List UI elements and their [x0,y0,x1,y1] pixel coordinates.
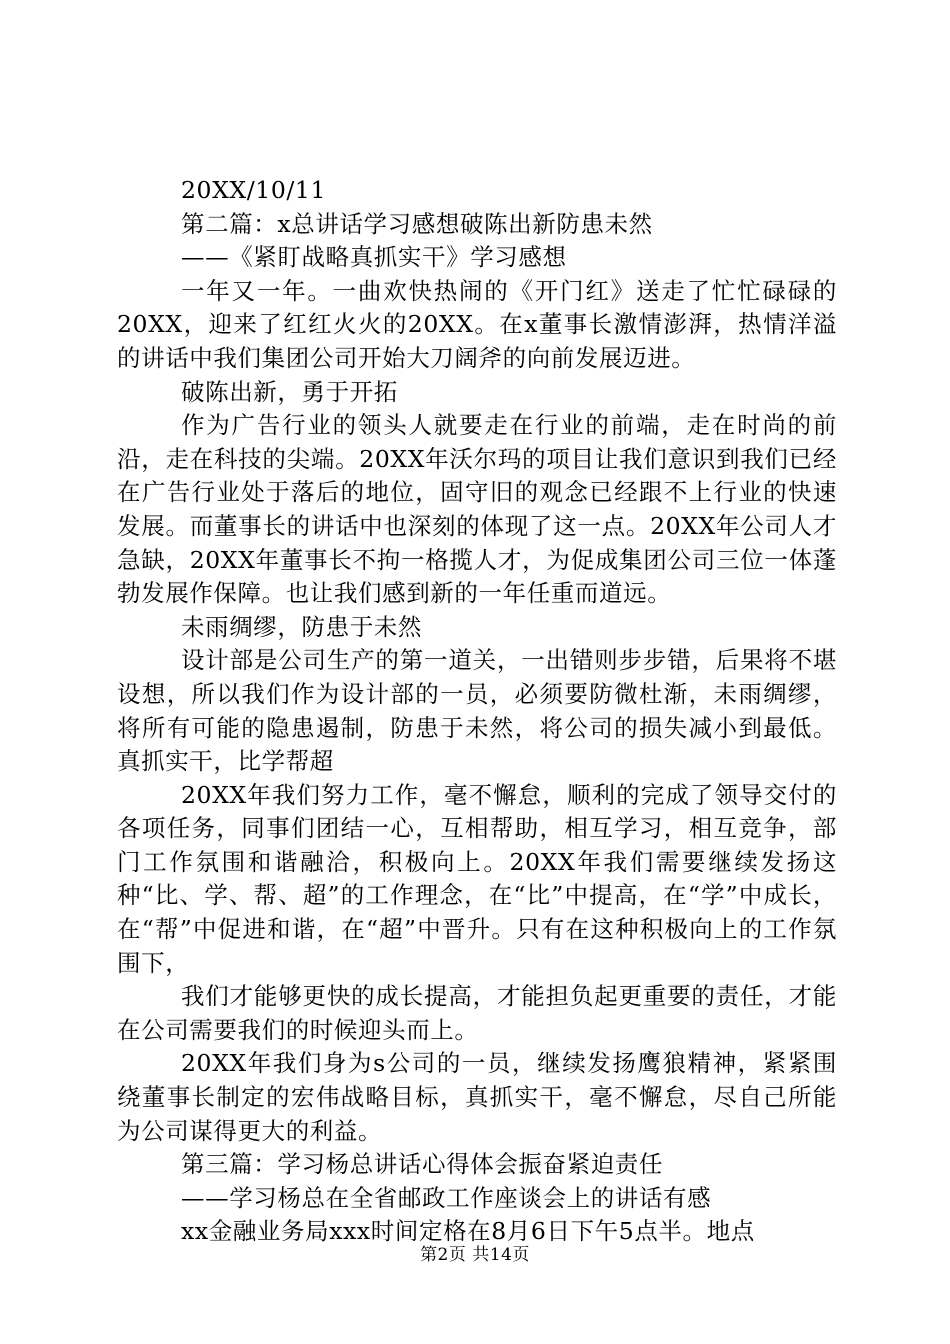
date-line: 20XX/10/11 [181,176,327,204]
body-paragraph: 20XX年我们努力工作，毫不懈怠，顺利的完成了领导交付的各项任务，同事们团结一心，互相帮助，相互学习，相互竞争，部门工作氛围和谐融洽，积极向上。20XX年我们需要继续发扬这种“比、学、帮、超”的工作理念，在“比”中提高，在“学”中成长，在“帮”中促进和谐，在“超”中晋升。只有在这种积极向上的工作氛围下， [117,780,837,977]
section-heading: 第二篇：x总讲话学习感想破陈出新防患未然 [181,209,653,238]
body-paragraph: 我们才能够更快的成长提高，才能担负起更重要的责任，才能在公司需要我们的时候迎头而上。 [117,982,837,1044]
sub-heading: 未雨绸缪，防患于未然 [181,612,422,641]
body-paragraph: 20XX年我们身为s公司的一员，继续发扬鹰狼精神，紧紧围绕董事长制定的宏伟战略目标，真抓实干，毫不懈怠，尽自己所能为公司谋得更大的利益。 [117,1049,837,1145]
section-subtitle: ——《紧盯战略真抓实干》学习感想 [181,243,567,272]
page-number-footer: 第2页 共14页 [420,1245,530,1265]
body-paragraph: 一年又一年。一曲欢快热闹的《开门红》送走了忙忙碌碌的20XX，迎来了红红火火的20XX。在x董事长激情澎湃，热情洋溢的讲话中我们集团公司开始大刀阔斧的向前发展迈进。 [117,276,837,372]
section-heading: 第三篇：学习杨总讲话心得体会振奋紧迫责任 [181,1150,663,1179]
body-paragraph: xx金融业务局xxx时间定格在8月6日下午5点半。地点 [181,1217,755,1246]
body-paragraph: 作为广告行业的领头人就要走在行业的前端，走在时尚的前沿，走在科技的尖端。20XX年沃尔玛的项目让我们意识到我们已经在广告行业处于落后的地位，固守旧的观念已经跟不上行业的快速发展。而董事长的讲话中也深刻的体现了这一点。20XX年公司人才急缺，20XX年董事长不拘一格揽人才，为促成集团公司三位一体蓬勃发展作保障。也让我们感到新的一年任重而道远。 [117,411,837,608]
document-body [117,174,837,1249]
body-paragraph: 设计部是公司生产的第一道关，一出错则步步错，后果将不堪设想，所以我们作为设计部的一员，必须要防微杜渐，未雨绸缪，将所有可能的隐患遏制，防患于未然，将公司的损失减小到最低。真抓实干，比学帮超 [117,646,837,776]
section-subtitle: ——学习杨总在全省邮政工作座谈会上的讲话有感 [181,1183,712,1212]
sub-heading: 破陈出新，勇于开拓 [181,377,398,406]
